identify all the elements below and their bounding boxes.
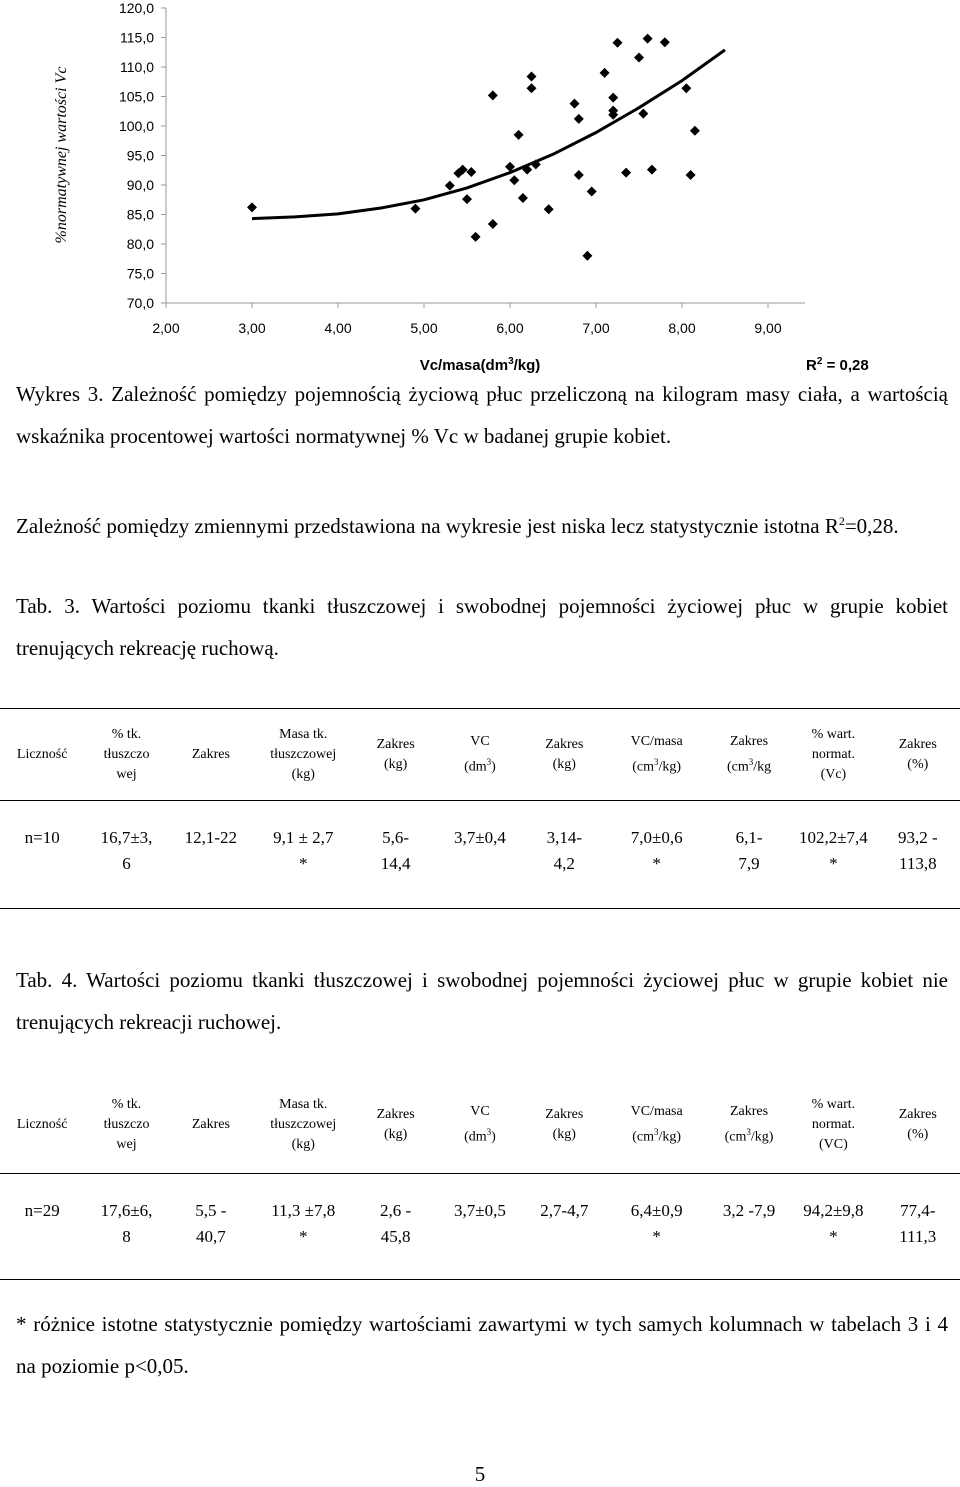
t3-header-range-cm3: Zakres ($cm^3/kg$ [707, 709, 791, 801]
t3-header-fat-mass: Masa tk. tłuszczowej (kg) [253, 709, 353, 801]
t4-header-fat-mass: Masa tk. tłuszczowej (kg) [253, 1077, 353, 1173]
y-tick-label: 105,0 [118, 88, 154, 105]
data-point [471, 232, 481, 242]
t4-header-range-pct: Zakres (%) [876, 1077, 960, 1173]
t3-cell-range-cm3: 6,1- 7,9 [707, 801, 791, 909]
data-point [582, 251, 592, 261]
t3-header-fat-pct: % tk. tłuszczo wej [84, 709, 168, 801]
t4-cell-fat-mass: 11,3 ±7,8 * [253, 1173, 353, 1279]
x-tick-label: 8,00 [668, 320, 696, 336]
data-point [621, 168, 631, 178]
data-point [466, 167, 476, 177]
table3-title: Tab. 3. Wartości poziomu tkanki tłuszczowej i swobodnej pojemności życiowej płuc w grupie kobiet trenujących rekreację ruchową. [16, 594, 948, 660]
t4-header-norm-pct: % wart. normat. (VC) [791, 1077, 875, 1173]
data-point [638, 109, 648, 119]
data-point [634, 53, 644, 63]
data-point [570, 99, 580, 109]
table-row [0, 801, 960, 909]
t4-header-vc-mass: VC/masa $(cm^3/kg)$ [606, 1077, 706, 1173]
t3-cell-vc-mass: 7,0±0,6 * [606, 801, 706, 909]
data-point [410, 204, 420, 214]
t4-header-fat-pct: % tk. tłuszczo wej [84, 1077, 168, 1173]
t3-cell-range-pct: 93,2 - 113,8 [876, 801, 960, 909]
trendline [252, 50, 725, 219]
t3-header-range: Zakres [169, 709, 253, 801]
y-tick-label: 80,0 [126, 236, 154, 252]
y-tick-label: 70,0 [126, 295, 154, 311]
data-point [488, 219, 498, 229]
t4-header-range-cm3: Zakres $(cm^3/kg)$ [707, 1077, 791, 1173]
t4-header-range: Zakres [169, 1077, 253, 1173]
table4-title: Tab. 4. Wartości poziomu tkanki tłuszczowej i swobodnej pojemności życiowej płuc w grupie kobiet nie trenujących rekreacji ruchowej. [16, 968, 948, 1034]
t3-header-norm-pct: % wart. normat. (Vc) [791, 709, 875, 801]
t4-header-count: Liczność [0, 1077, 84, 1173]
t3-cell-fat-pct: 16,7±3, 6 [84, 801, 168, 909]
data-point [445, 181, 455, 191]
r-squared-label: $R^2 = 0,28$ [806, 356, 869, 374]
comment-text: Zależność pomiędzy zmiennymi przedstawiona na wykresie jest niska lecz statystycznie istotna R [16, 514, 839, 538]
data-point [527, 71, 537, 81]
data-point [647, 165, 657, 175]
y-axis-label: %normatywnej wartości Vc [53, 66, 70, 244]
data-point [527, 83, 537, 93]
y-tick-label: 120,0 [118, 0, 154, 16]
t3-cell-fat-mass: 9,1 ± 2,7 * [253, 801, 353, 909]
t3-header-count: Liczność [0, 709, 84, 801]
y-axis-ticks [119, 0, 154, 311]
t3-header-vc: VC $(dm^3)$ [438, 709, 522, 801]
t3-cell-range: 12,1-22 [169, 801, 253, 909]
table-row [0, 1173, 960, 1279]
x-tick-label: 6,00 [496, 320, 524, 336]
data-point [643, 34, 653, 44]
t3-header-range-kg-2: Zakres (kg) [522, 709, 606, 801]
t4-header-range-kg-2: Zakres (kg) [522, 1077, 606, 1173]
t4-cell-norm-pct: 94,2±9,8 * [791, 1173, 875, 1279]
t3-cell-norm-pct: 102,2±7,4 * [791, 801, 875, 909]
x-axis-label: $Vc/masa(dm^3/kg)$ [419, 356, 541, 374]
t4-cell-vc-mass: 6,4±0,9 * [606, 1173, 706, 1279]
tick-marks [161, 8, 768, 308]
table3 [0, 708, 960, 909]
t3-cell-count: n=10 [0, 801, 84, 909]
data-point [681, 83, 691, 93]
data-point [247, 202, 257, 212]
chart-caption: Wykres 3. Zależność pomiędzy pojemnością życiową płuc przeliczoną na kilogram masy ciała, a wartością wskaźnika procentowej wartości normatywnej % Vc w badanej grupie kobiet. [16, 382, 948, 448]
table4 [0, 1077, 960, 1280]
correlation-comment [16, 500, 948, 547]
t4-cell-count: n=29 [0, 1173, 84, 1279]
comment-suffix: =0,28. [844, 514, 899, 538]
y-tick-label: 90,0 [126, 177, 154, 193]
data-point [613, 38, 623, 48]
t3-cell-range-kg-2: 3,14- 4,2 [522, 801, 606, 909]
x-axis-ticks [152, 320, 781, 336]
data-point [509, 175, 519, 185]
y-tick-label: 75,0 [126, 265, 154, 282]
data-point [488, 90, 498, 100]
data-point [660, 37, 670, 47]
comment-superscript: 2 [838, 514, 845, 528]
x-tick-label: 7,00 [582, 320, 610, 336]
y-tick-label: 115,0 [120, 29, 154, 46]
y-tick-label: 95,0 [126, 147, 154, 164]
data-point [574, 114, 584, 124]
t4-cell-range-pct: 77,4- 111,3 [876, 1173, 960, 1279]
x-tick-label: 5,00 [410, 320, 438, 336]
t4-cell-fat-pct: 17,6±6, 8 [84, 1173, 168, 1279]
t3-header-range-pct: Zakres (%) [876, 709, 960, 801]
y-tick-label: 110,0 [120, 59, 154, 75]
data-points [247, 34, 700, 261]
t4-cell-range-cm3: 3,2 -7,9 [707, 1173, 791, 1279]
data-point [518, 193, 528, 203]
x-tick-label: 4,00 [324, 320, 352, 336]
data-point [462, 194, 472, 204]
t4-cell-range-kg-2: 2,7-4,7 [522, 1173, 606, 1279]
data-point [690, 126, 700, 136]
page-number: 5 [474, 1462, 486, 1486]
t4-cell-vc: 3,7±0,5 [438, 1173, 522, 1279]
t3-header-range-kg: Zakres (kg) [353, 709, 437, 801]
t3-header-vc-mass: VC/masa $(cm^3/kg)$ [606, 709, 706, 801]
data-point [686, 170, 696, 180]
t3-cell-vc: 3,7±0,4 [438, 801, 522, 909]
t4-cell-range-kg: 2,6 - 45,8 [353, 1173, 437, 1279]
data-point [608, 93, 618, 103]
footnote: * różnice istotne statystycznie pomiędzy wartościami zawartymi w tych samych kolumnach w tabelach 3 i 4 na poziomie p<0,05. [16, 1312, 948, 1378]
data-point [600, 68, 610, 78]
data-point [587, 186, 597, 196]
t3-cell-range-kg: 5,6- 14,4 [353, 801, 437, 909]
x-tick-label: 3,00 [238, 320, 266, 336]
data-point [574, 170, 584, 180]
x-tick-label: 9,00 [754, 320, 782, 336]
data-point [514, 130, 524, 140]
data-point [544, 204, 554, 214]
t4-header-vc: VC $(dm^3)$ [438, 1077, 522, 1173]
t4-cell-range: 5,5 - 40,7 [169, 1173, 253, 1279]
y-tick-label: 100,0 [118, 118, 154, 134]
t4-header-range-kg: Zakres (kg) [353, 1077, 437, 1173]
x-tick-label: 2,00 [152, 320, 180, 336]
y-tick-label: 85,0 [126, 206, 154, 223]
scatter-chart [0, 0, 960, 380]
